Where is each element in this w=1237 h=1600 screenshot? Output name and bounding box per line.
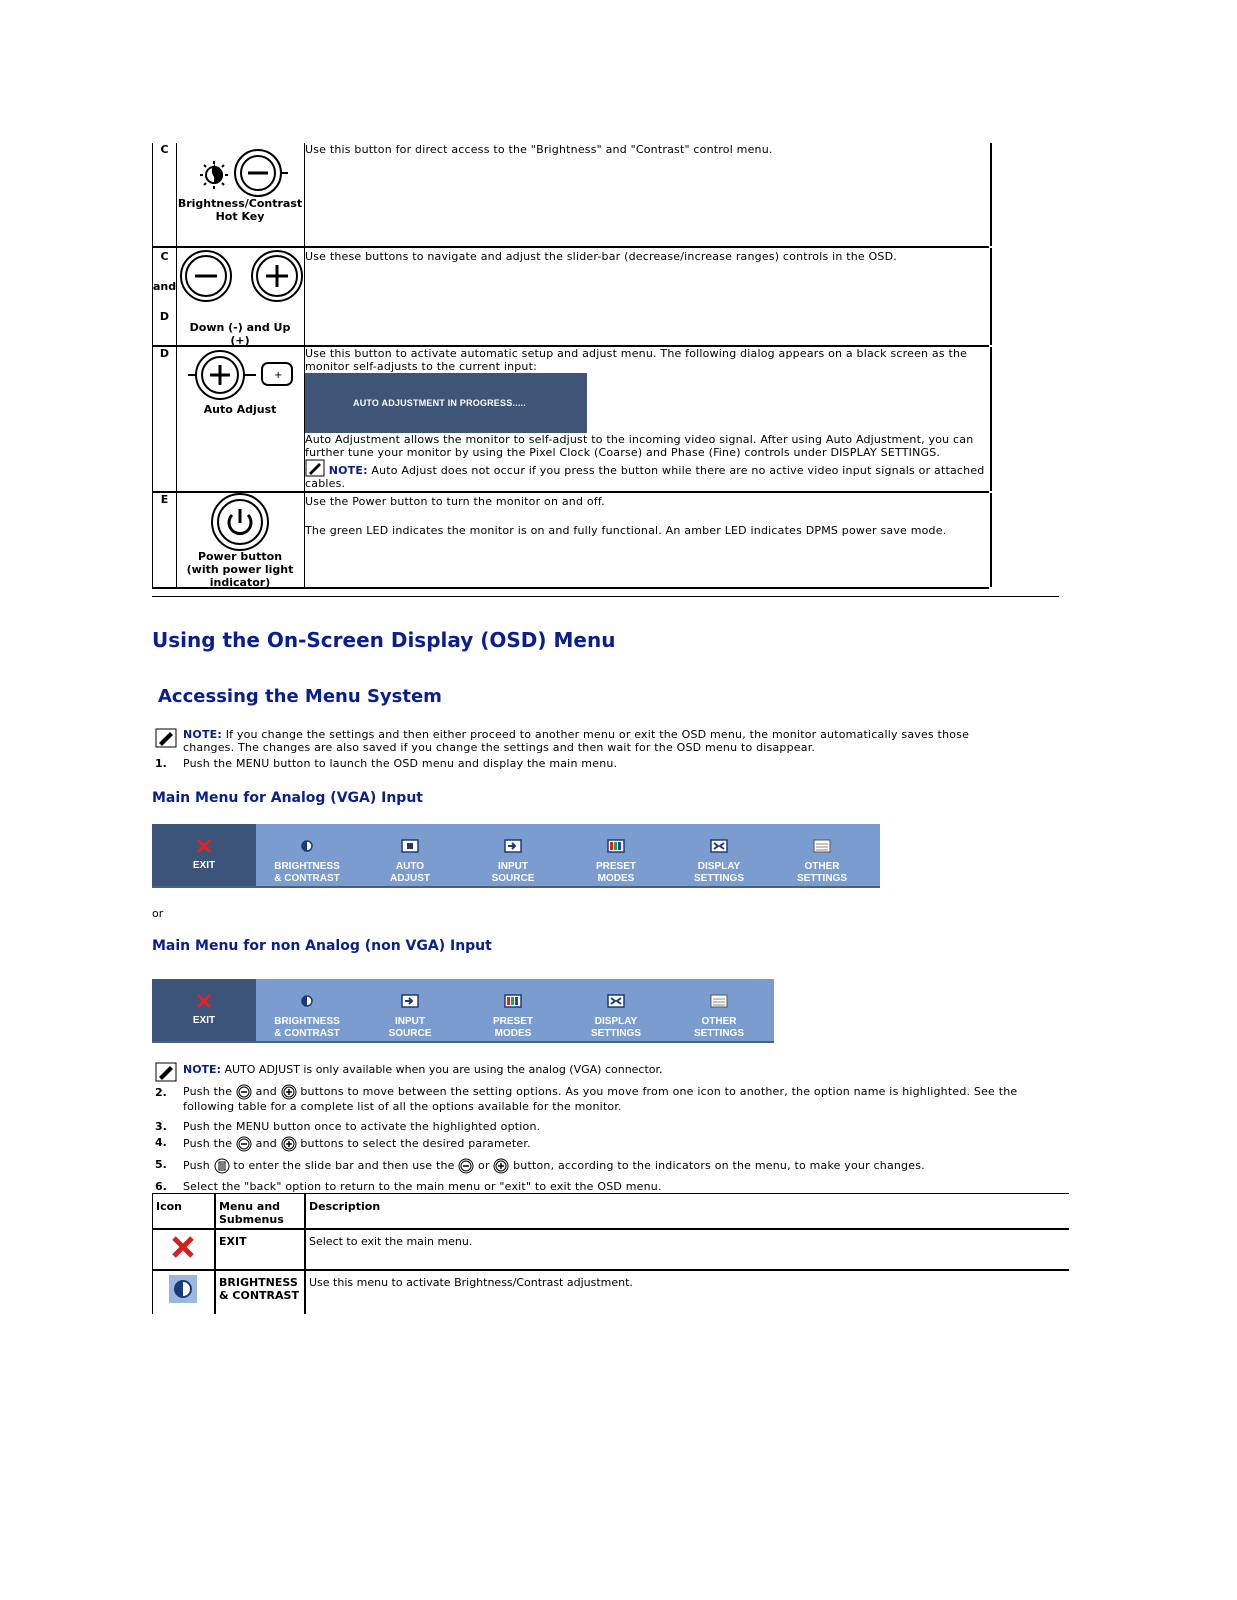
icon-cell <box>176 248 305 345</box>
minus-button-icon <box>236 1136 252 1152</box>
other-settings-icon <box>812 838 832 854</box>
icon-cell <box>176 347 305 491</box>
menu-label-line: AUTO <box>395 861 425 872</box>
menu-label-line: INPUT <box>395 1016 425 1027</box>
menu-item-label <box>358 861 462 885</box>
step-text-part: Push <box>183 1159 210 1172</box>
brightness-icon <box>297 838 317 854</box>
key-line: D <box>159 310 170 323</box>
note-text: AUTO ADJUST is only available when you are using the analog (VGA) connector. <box>224 1063 663 1076</box>
step-text: Push the MENU button to launch the OSD menu and display the main menu. <box>183 757 618 770</box>
exit-icon <box>170 1234 196 1260</box>
note-label: NOTE: <box>328 464 368 477</box>
menu-label-line: INPUT <box>498 861 528 872</box>
icon-label: Brightness/Contrast Hot Key <box>177 197 303 223</box>
icon-label: Down (-) and Up (+) <box>189 321 291 347</box>
row-description: Use these buttons to navigate and adjust the slider-bar (decrease/increase ranges) controls in the OSD. <box>305 250 897 263</box>
plus-button-icon <box>281 1084 297 1100</box>
menu-label-line: BRIGHTNESS <box>274 1016 340 1027</box>
desc-para: Use this button to activate automatic setup and adjust menu. The following dialog appears on a black screen as the monitor self-adjusts to the current input: <box>305 347 968 373</box>
desc-para: Use the Power button to turn the monitor on and off. <box>305 495 605 508</box>
menu-label-line: PRESET <box>595 861 636 872</box>
minus-button-icon <box>236 1084 252 1100</box>
step-text-part: Push the <box>183 1085 233 1098</box>
menu-item-label <box>255 861 359 885</box>
menu-item-preset-modes[interactable] <box>461 979 565 1041</box>
step-text-part: and <box>255 1137 277 1150</box>
menu-name: BRIGHTNESS & CONTRAST <box>219 1276 299 1302</box>
non-analog-main-menu <box>152 979 774 1043</box>
minus-button-icon <box>458 1158 474 1174</box>
note-text: If you change the settings and then either proceed to another menu or exit the OSD menu, the monitor automatically saves those changes. The changes are also saved if you change the settings and then wait for the OSD menu to disappear. <box>183 728 970 754</box>
step-number: 2. <box>155 1086 167 1099</box>
down-up-icon <box>176 248 304 308</box>
button-row-c <box>152 143 992 246</box>
row-description: Use this button for direct access to the "Brightness" and "Contrast" control menu. <box>305 143 773 156</box>
menu-label-line: SOURCE <box>491 873 535 884</box>
row-key: C <box>153 143 177 246</box>
header-description: Description <box>309 1200 381 1213</box>
input-source-icon <box>503 838 523 854</box>
menu-item-display-settings[interactable] <box>564 979 668 1041</box>
menu-description: Select to exit the main menu. <box>309 1235 473 1248</box>
menu-item-preset-modes[interactable] <box>564 824 668 886</box>
menu-item-label <box>255 1016 359 1040</box>
menu-label-line: MODES <box>494 1028 532 1039</box>
icon-cell <box>176 143 305 246</box>
menu-label-line: SETTINGS <box>796 873 847 884</box>
menu-label-line: EXIT <box>192 860 216 871</box>
step-text <box>183 1158 925 1174</box>
column-divider <box>152 1194 153 1314</box>
column-divider <box>214 1194 216 1314</box>
plus-button-icon <box>281 1136 297 1152</box>
header-menu: Menu and Submenus <box>219 1200 284 1226</box>
note-icon <box>155 1062 177 1082</box>
other-settings-icon <box>709 993 729 1009</box>
step-text-part: and <box>255 1085 277 1098</box>
note-icon <box>305 459 325 477</box>
menu-label-line: EXIT <box>192 1015 216 1026</box>
plus-button-icon <box>493 1158 509 1174</box>
icon-label: Auto Adjust <box>203 403 277 416</box>
menu-item-auto-adjust[interactable] <box>358 824 462 886</box>
menu-label-line: SETTINGS <box>693 1028 744 1039</box>
button-row-e <box>152 493 992 587</box>
icon-cell <box>176 493 305 587</box>
svg-text:+: + <box>274 370 283 381</box>
display-settings-icon <box>709 838 729 854</box>
dialog-text: AUTO ADJUSTMENT IN PROGRESS..... <box>353 398 526 408</box>
step-text-part: Push the <box>183 1137 233 1150</box>
note-label: NOTE: <box>183 728 222 741</box>
menu-item-exit[interactable] <box>152 824 256 886</box>
menu-item-label <box>461 861 565 885</box>
display-settings-icon <box>606 993 626 1009</box>
step-text-part: buttons to select the desired parameter. <box>300 1137 531 1150</box>
step-text-part: buttons to move between the setting options. As you move from one icon to another, the option name is highlighted. See the <box>300 1085 1018 1098</box>
non-analog-heading: Main Menu for non Analog (non VGA) Input <box>152 938 492 954</box>
menu-label-line: SOURCE <box>388 1028 432 1039</box>
exit-icon <box>194 838 214 854</box>
note-text: Auto Adjust does not occur if you press the button while there are no active video input signals or attached cables. <box>305 464 985 490</box>
preset-modes-icon <box>503 993 523 1009</box>
menu-item-input-source[interactable] <box>461 824 565 886</box>
menu-item-brightness[interactable] <box>255 979 359 1041</box>
step-text-part: to enter the slide bar and then use the <box>233 1159 455 1172</box>
row-key: E <box>153 493 177 587</box>
step-number: 5. <box>155 1158 167 1171</box>
header-icon: Icon <box>156 1200 183 1213</box>
menu-label-line: ADJUST <box>389 873 430 884</box>
menu-name: EXIT <box>219 1235 247 1248</box>
auto-adjust-icon <box>176 347 304 403</box>
menu-item-label <box>564 861 668 885</box>
step-number: 1. <box>155 757 167 770</box>
step-text <box>183 1084 1033 1113</box>
menu-button-icon <box>214 1158 230 1174</box>
key-line: and <box>153 280 177 293</box>
menu-item-label <box>152 1015 256 1027</box>
icon-label: Power button (with power light indicator) <box>186 550 294 589</box>
analog-heading: Main Menu for Analog (VGA) Input <box>152 790 423 806</box>
menu-item-label <box>667 861 771 885</box>
menu-item-label <box>770 861 874 885</box>
step-text: Select the "back" option to return to the main menu or "exit" to exit the OSD menu. <box>183 1180 662 1193</box>
menu-label-line: & CONTRAST <box>274 1028 340 1039</box>
row-description <box>305 493 986 587</box>
page-title: Using the On-Screen Display (OSD) Menu <box>152 628 616 652</box>
button-row-cd <box>152 248 992 345</box>
input-source-icon <box>400 993 420 1009</box>
column-divider <box>304 1194 306 1314</box>
menu-item-input-source[interactable] <box>358 979 462 1041</box>
menu-label-line: & CONTRAST <box>274 873 340 884</box>
row-key: D <box>153 347 177 491</box>
menu-item-label <box>564 1016 668 1040</box>
brightness-contrast-icon <box>180 145 300 201</box>
note <box>305 459 986 490</box>
row-divider <box>152 587 989 589</box>
row-description <box>305 347 986 491</box>
section-rule <box>152 596 1059 597</box>
menu-label-line: DISPLAY <box>594 1016 638 1027</box>
menu-item-label <box>152 860 256 872</box>
preset-modes-icon <box>606 838 626 854</box>
brightness-icon <box>297 993 317 1009</box>
exit-icon <box>194 993 214 1009</box>
menu-label-line: SETTINGS <box>590 1028 641 1039</box>
menu-label-line: SETTINGS <box>693 873 744 884</box>
row-key <box>153 248 177 345</box>
step-number: 6. <box>155 1180 167 1193</box>
table-row <box>152 1230 1069 1271</box>
menu-item-label <box>461 1016 565 1040</box>
note-icon <box>155 728 177 748</box>
desc-para: Auto Adjustment allows the monitor to self-adjust to the incoming video signal. After using Auto Adjustment, you can further tune your monitor by using the Pixel Clock (Coarse) and Phase (Fine) controls under DISPLAY SETTINGS. <box>305 433 974 459</box>
menu-item-other-settings[interactable] <box>667 979 771 1041</box>
menu-label-line: PRESET <box>492 1016 533 1027</box>
menu-description: Use this menu to activate Brightness/Contrast adjustment. <box>309 1276 633 1289</box>
step-number: 4. <box>155 1136 167 1149</box>
note-label: NOTE: <box>183 1063 221 1076</box>
section-title: Accessing the Menu System <box>158 686 442 707</box>
step-text-part: following table for a complete list of all the options available for the monitor. <box>183 1100 622 1113</box>
menu-item-brightness[interactable] <box>255 824 359 886</box>
button-row-d <box>152 347 992 491</box>
auto-adjust-dialog <box>305 373 587 433</box>
or-text: or <box>152 907 164 920</box>
analog-main-menu <box>152 824 880 888</box>
menu-item-label <box>358 1016 462 1040</box>
table-row <box>152 1271 1069 1314</box>
menu-label-line: MODES <box>597 873 635 884</box>
osd-options-table <box>152 1193 1069 1314</box>
menu-item-display-settings[interactable] <box>667 824 771 886</box>
step-text-part: button, according to the indicators on the menu, to make your changes. <box>513 1159 925 1172</box>
table-header-row <box>152 1194 1069 1230</box>
menu-label-line: BRIGHTNESS <box>274 861 340 872</box>
menu-label-line: DISPLAY <box>697 861 741 872</box>
desc-para: The green LED indicates the monitor is on and fully functional. An amber LED indicates DPMS power save mode. <box>305 524 947 537</box>
step-text <box>183 1136 531 1152</box>
step-number: 3. <box>155 1120 167 1133</box>
menu-item-other-settings[interactable] <box>770 824 874 886</box>
key-line: C <box>160 250 169 263</box>
step-text: Push the MENU button once to activate the highlighted option. <box>183 1120 541 1133</box>
menu-label-line: OTHER <box>804 861 840 872</box>
step-text-part: or <box>478 1159 490 1172</box>
menu-label-line: OTHER <box>701 1016 737 1027</box>
brightness-contrast-menu-icon <box>169 1275 197 1303</box>
menu-item-exit[interactable] <box>152 979 256 1041</box>
power-icon <box>176 493 304 551</box>
auto-adjust-icon <box>400 838 420 854</box>
menu-item-label <box>667 1016 771 1040</box>
